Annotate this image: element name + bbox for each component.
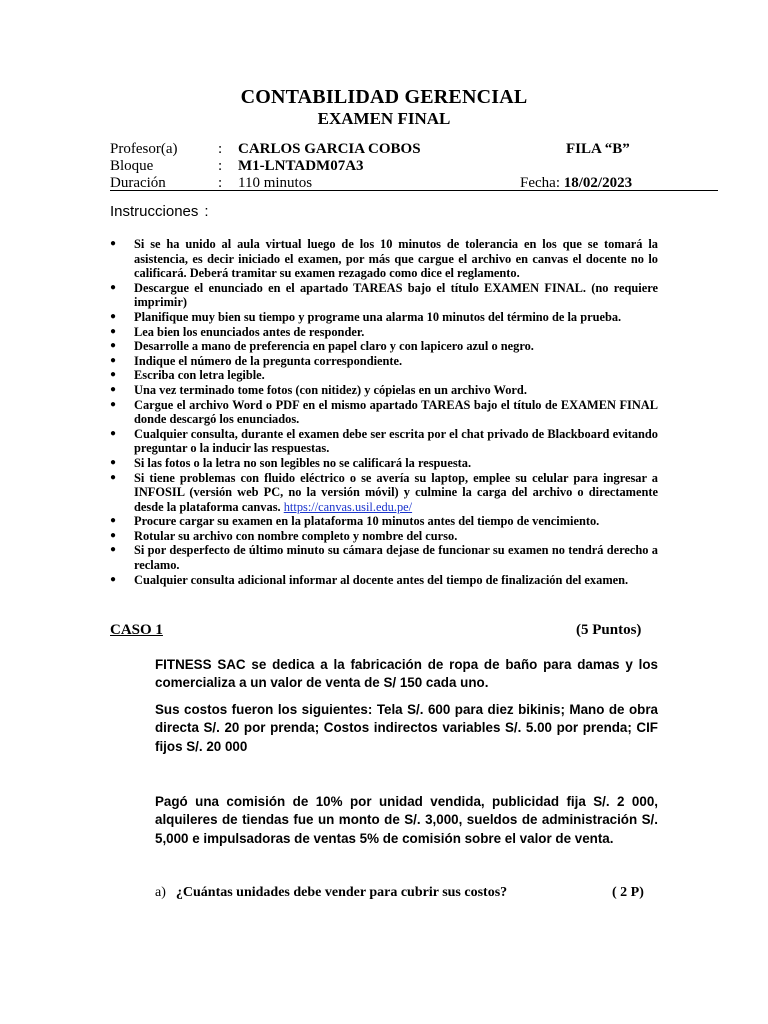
profesor-value: CARLOS GARCIA COBOS [238,141,421,157]
list-item [110,514,658,529]
question-letter: a) [155,885,166,900]
instruction-text: Descargue el enunciado en el apartado TAREAS bajo el título EXAMEN FINAL. (no requiere imprimir) [134,280,658,310]
list-item [110,354,658,369]
instruction-text: Si tiene problemas con fluido eléctrico o se avería su laptop, emplee su celular para ingresar a INFOSIL (versión web PC, no la versión móvil) y culmine la carga del archivo o directamente desde la plataforma canvas. [134,470,658,514]
fecha-value: 18/02/2023 [563,175,633,191]
bullet-icon: ● [110,529,117,541]
instruction-text: Cualquier consulta, durante el examen debe ser escrita por el chat privado de Blackboard evitando preguntar o la inducir las respuestas. [134,426,658,456]
case-paragraph-1: FITNESS SAC se dedica a la fabricación de ropa de baño para damas y los comercializa a un valor de venta de S/ 150 cada uno. [155,657,658,691]
duracion-value: 110 minutos [238,175,313,191]
instruction-text: Si las fotos o la letra no son legibles no se calificará la respuesta. [134,455,472,470]
list-item [110,339,658,354]
course-title: CONTABILIDAD GERENCIAL [240,86,528,108]
bullet-icon: ● [110,515,117,527]
question-text: ¿Cuántas unidades debe vender para cubrir sus costos? [175,885,508,900]
fecha-label: Fecha: [520,175,560,191]
case-title: CASO 1 [110,622,163,638]
instructions-list [110,237,658,587]
case-points: (5 Puntos) [576,622,642,638]
case-paragraph-2: Sus costos fueron los siguientes: Tela S/. 600 para diez bikinis; Mano de obra directa S/. 20 por prenda; Costos indirectos variables S/. 5.00 por prenda; CIF fijos S/. 20 000 [155,702,658,754]
bullet-icon: ● [110,340,117,352]
bullet-icon: ● [110,456,117,468]
list-item [110,427,658,456]
instruction-text: Cargue el archivo Word o PDF en el mismo apartado TAREAS bajo el título de EXAMEN FINAL donde descargó los enunciados. [134,397,658,427]
list-item [110,543,658,572]
list-item [110,573,658,588]
instruction-text: Desarrolle a mano de preferencia en papel claro y con lapicero azul o negro. [134,339,534,354]
bloque-label: Bloque [110,158,154,174]
bullet-icon: ● [110,383,117,395]
bullet-icon: ● [110,471,117,483]
list-item [110,456,658,471]
profesor-label: Profesor(a) [110,141,178,157]
bloque-value: M1-LNTADM07A3 [238,158,364,174]
canvas-link[interactable]: https://canvas.usil.edu.pe/ [283,499,413,514]
bullet-icon: ● [110,544,117,556]
bullet-icon: ● [110,369,117,381]
instructions-title: Instrucciones [110,203,199,220]
instructions-heading [110,203,209,220]
instruction-text: Lea bien los enunciados antes de responder. [134,324,365,339]
instruction-text: Escriba con letra legible. [134,368,265,383]
instruction-text: Indique el número de la pregunta correspondiente. [134,353,403,368]
instruction-text: Una vez terminado tome fotos (con nitidez) y cópielas en un archivo Word. [134,382,527,397]
duracion-label: Duración [110,175,166,191]
instruction-text: Si por desperfecto de último minuto su cámara dejase de funcionar su examen no tendrá derecho a reclamo. [134,543,658,573]
bullet-icon: ● [110,573,117,585]
bullet-icon: ● [110,310,117,322]
info-separator: : [218,158,223,174]
list-item [110,281,658,310]
info-separator: : [218,141,223,157]
bullet-icon: ● [110,238,117,249]
list-item [110,398,658,427]
instruction-text: Rotular su archivo con nombre completo y nombre del curso. [134,528,458,543]
bullet-icon: ● [110,281,117,293]
instruction-text: Cualquier consulta adicional informar al docente antes del tiempo de finalización del examen. [134,572,629,587]
bullet-icon: ● [110,398,117,410]
list-item [110,383,658,398]
list-item [110,310,658,325]
list-item [110,325,658,340]
case-paragraph-3: Pagó una comisión de 10% por unidad vendida, publicidad fija S/. 2 000, alquileres de tiendas fue un monto de S/. 3,000, sueldos de administración S/. 5,000 e impulsadoras de ventas 5% de comisión sobre el valor de venta. [155,794,658,846]
bullet-icon: ● [110,354,117,366]
question-points: ( 2 P) [612,885,644,900]
list-item [110,471,658,515]
instruction-text: Planifique muy bien su tiempo y programe una alarma 10 minutos del término de la prueba. [134,309,622,324]
fila-label: FILA “B” [566,141,630,157]
instruction-text: Si se ha unido al aula virtual luego de los 10 minutos de tolerancia en los que se tomará la asistencia, es decir iniciado el examen, por más que cargue el archivo en canvas el docente no lo calificará. Deberá tramitar su examen rezagado como dice el reglamento. [134,237,658,281]
list-item [110,368,658,383]
list-item [110,237,658,281]
exam-title: EXAMEN FINAL [317,109,451,128]
bullet-icon: ● [110,427,117,439]
bullet-icon: ● [110,325,117,337]
info-separator: : [218,175,223,191]
instructions-colon: : [204,203,209,220]
instruction-text: Procure cargar su examen en la plataforma 10 minutos antes del tiempo de vencimiento. [134,514,600,529]
header-divider [110,190,718,191]
list-item [110,529,658,544]
question-a [155,885,507,901]
